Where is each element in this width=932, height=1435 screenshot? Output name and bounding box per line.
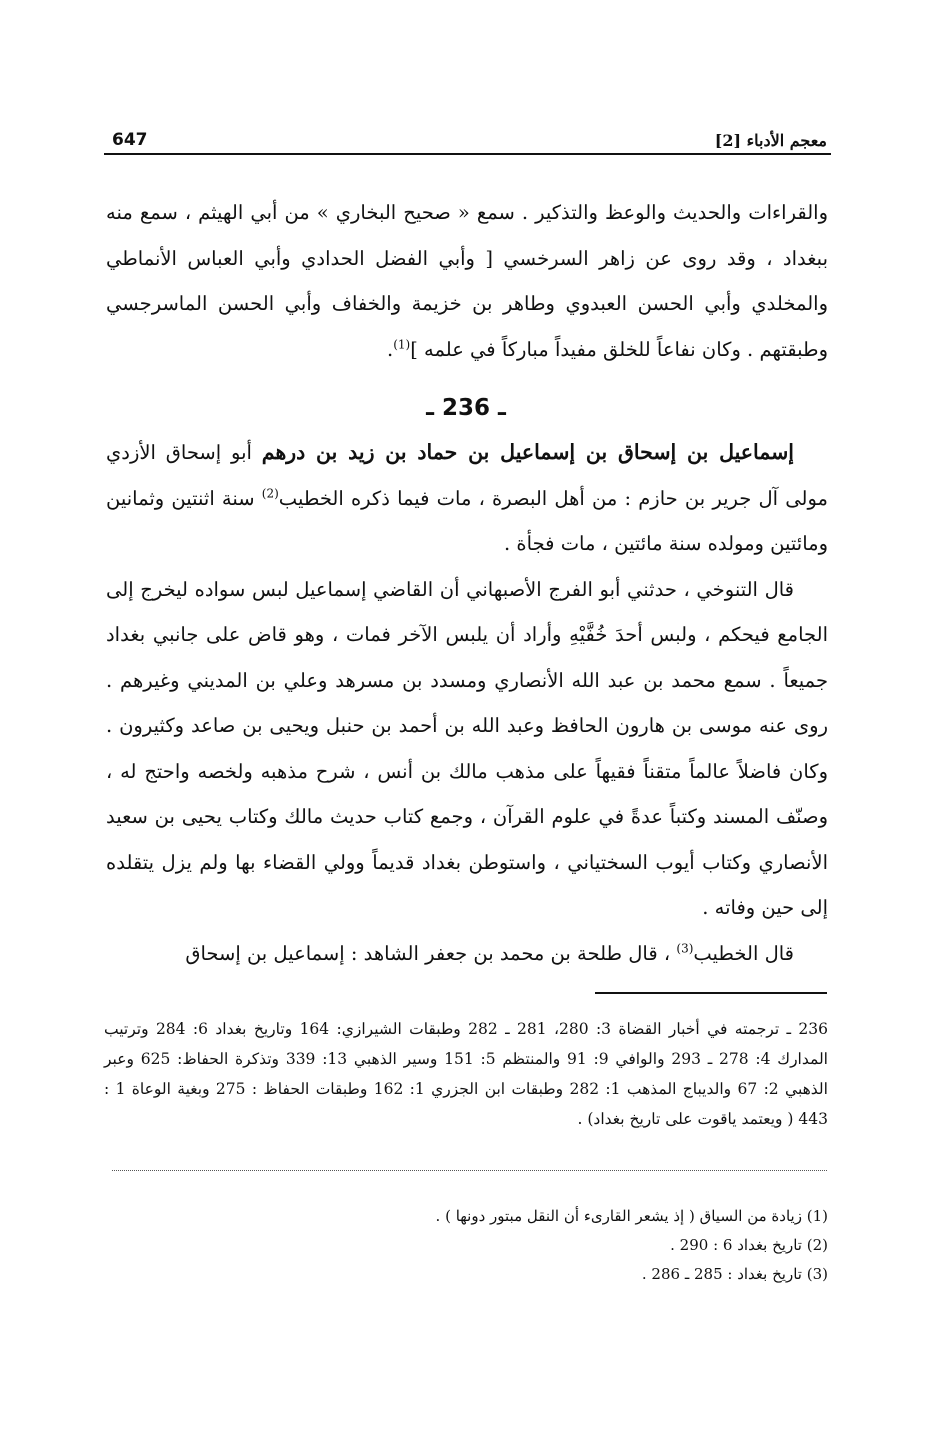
footnotes bbox=[104, 1202, 828, 1289]
header-rule bbox=[104, 153, 831, 155]
entry-body bbox=[106, 430, 828, 976]
dotted-separator bbox=[112, 1170, 827, 1171]
entry-paragraph-2: قال التنوخي ، حدثني أبو الفرج الأصبهاني أن القاضي إسماعيل لبس سواده ليخرج إلى الجامع فيحكم ، ولبس أحدَ خُفَّيْهِ وأراد أن يلبس الآخر فمات ، وهو قاض على جانبي بغداد جميعاً . سمع محمد بن عبد الله الأنصاري ومسدد بن مسرهد وعلي بن المديني وغيرهم . روى عنه موسى بن هارون الحافظ وعبد الله بن أحمد بن حنبل ويحيى بن صاعد وكثيرون . وكان فاضلاً عالماً متقناً فقيهاً على مذهب مالك بن أنس ، شرح مذهبه ولخصه واحتج له ، وصنّف المسند وكتباً عدةً في علوم القرآن ، وجمع كتاب حديث مالك وكتاب يحيى بن سعيد الأنصاري وكتاب أيوب السختياني ، واستوطن بغداد قديماً وولي القضاء بها ولم يزل يتقلده إلى حين وفاته . bbox=[106, 577, 828, 919]
entry-paragraph-3 bbox=[106, 931, 828, 977]
footnote-ref-2: (2) bbox=[261, 486, 279, 500]
page-header bbox=[112, 122, 827, 150]
entry-number: ـ 236 ـ bbox=[426, 395, 506, 421]
footnote-ref-1: (1) bbox=[393, 337, 411, 351]
entry-intro-text: أبو إسحاق الأزدي مولى آل جرير بن حازم : من أهل البصرة ، مات فيما ذكره الخطيب bbox=[106, 441, 828, 510]
continuation-text: والقراءات والحديث والوعظ والتذكير . سمع « صحيح البخاري » من أبي الهيثم ، سمع منه ببغداد ، وقد روى عن زاهر السرخسي [ وأبي الفضل الحدادي وأبي العباس الأنماطي والمخلدي وأبي الحسن العبدوي وطاهر بن خزيمة والخفاف وأبي الحسن الماسرجسي وطبقتهم . وكان نفاعاً للخلق مفيداً مباركاً في علمه ] bbox=[106, 201, 828, 361]
continuation-end: . bbox=[387, 337, 394, 361]
footnote-ref-3: (3) bbox=[676, 941, 694, 955]
footnote-2: (2) تاريخ بغداد 6 : 290 . bbox=[670, 1236, 828, 1254]
entry-paragraph-1 bbox=[106, 430, 828, 567]
sources-note: 236 ـ ترجمته في أخبار القضاة 3: 280، 281 ـ 282 وطبقات الشيرازي: 164 وتاريخ بغداد 6: 284 وترتيب المدارك 4: 278 ـ 293 والوافي 9: 91 والمنتظم 5: 151 وسير الذهبي 13: 339 وتذكرة الحفاظ: 625 وعبر الذهبي 2: 67 والديباج المذهب 1: 282 وطبقات ابن الجزري 1: 162 وطبقات الحفاظ : 275 وبغية الوعاة 1 : 443 ( ويعتمد ياقوت على تاريخ بغداد) . bbox=[104, 1020, 829, 1128]
entry-title: إسماعيل بن إسحاق بن إسماعيل بن حماد بن زيد بن درهم bbox=[261, 440, 795, 464]
running-title: معجم الأدباء [2] bbox=[714, 131, 827, 150]
entry-p3-text: قال الخطيب bbox=[693, 941, 794, 965]
footnote-rule bbox=[595, 992, 827, 994]
page-number: 647 bbox=[112, 130, 148, 150]
footnote-3: (3) تاريخ بغداد : 285 ـ 286 . bbox=[641, 1265, 828, 1283]
continuation-paragraph bbox=[106, 190, 828, 372]
footnote-1: (1) زيادة من السياق ( إذ يشعر القارىء أن النقل مبتور دونها ) . bbox=[435, 1207, 828, 1225]
entry-p3-text-cont: ، قال طلحة بن محمد بن جعفر الشاهد : إسماعيل بن إسحاق bbox=[185, 941, 671, 965]
entry-intro-text-cont: سنة اثنتين وثمانين ومائتين ومولده سنة مائتين ، مات فجأة . bbox=[106, 486, 828, 555]
